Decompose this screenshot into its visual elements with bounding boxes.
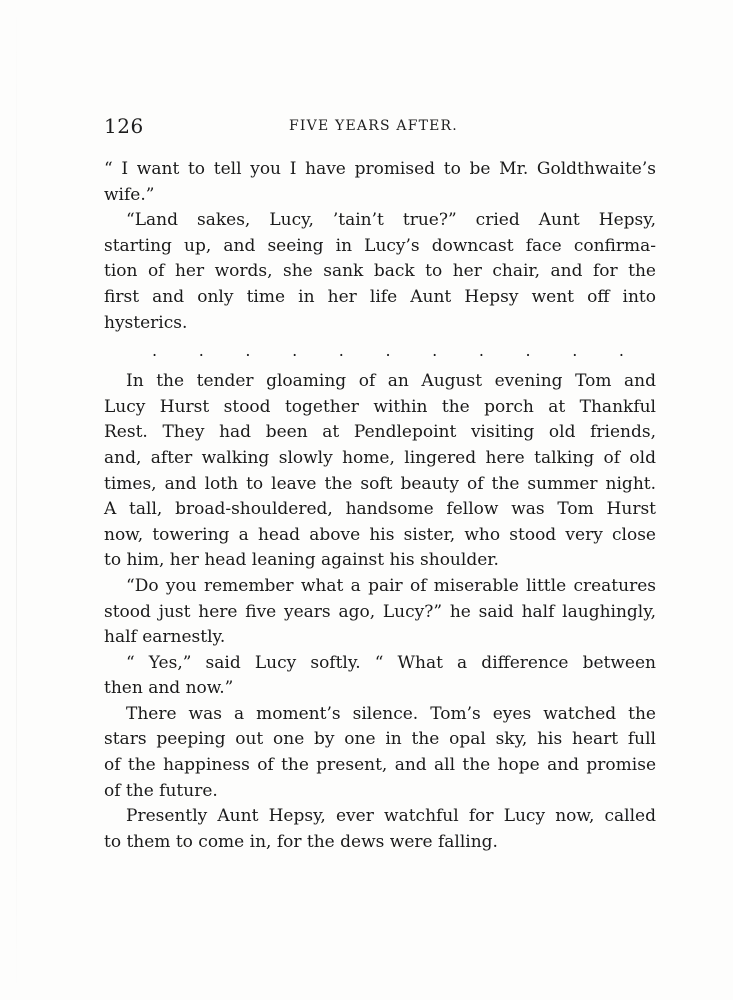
ornament-dot: . xyxy=(198,341,204,361)
ornament-dot: . xyxy=(432,341,438,361)
ornament-dot: . xyxy=(385,341,391,361)
text-line: hysterics. xyxy=(104,312,188,333)
text-line: tion of her words, she sank back to her chair, and for the xyxy=(104,261,656,282)
ornament-dot: . xyxy=(618,341,624,361)
page-edge-shadow xyxy=(16,0,17,1000)
text-line: In the tender gloaming of an August evening Tom and xyxy=(126,371,656,392)
text-line: first and only time in her life Aunt Hepsy went off into xyxy=(104,286,656,307)
paragraph-5 xyxy=(104,651,656,702)
text-line: “ I want to tell you I have promised to be Mr. Goldthwaite’s xyxy=(104,159,656,179)
text-line: to them to come in, for the dews were falling. xyxy=(104,831,498,852)
text-line: “Land sakes, Lucy, ’tain’t true?” cried Aunt Hepsy, xyxy=(126,210,656,231)
ornament-dot: . xyxy=(292,341,298,361)
text-line: and, after walking slowly home, lingered here talking of old xyxy=(104,447,656,468)
paragraph-7 xyxy=(104,804,656,855)
text-line: half earnestly. xyxy=(104,627,226,648)
text-line: of the future. xyxy=(104,780,218,801)
text-line: then and now.” xyxy=(104,678,234,699)
ornament-dot: . xyxy=(478,341,484,361)
text-line: Rest. They had been at Pendlepoint visiting old friends, xyxy=(104,422,656,443)
ornament-dot: . xyxy=(152,341,158,361)
paragraph-4 xyxy=(104,574,656,651)
paragraph-3 xyxy=(104,369,656,574)
text-line: of the happiness of the present, and all the hope and promise xyxy=(104,755,656,776)
ornament-dot: . xyxy=(338,341,344,361)
body-text xyxy=(104,157,656,855)
text-line: to him, her head leaning against his shoulder. xyxy=(104,550,499,571)
paragraph-1 xyxy=(104,157,656,208)
text-line: now, towering a head above his sister, who stood very close xyxy=(104,524,656,545)
text-line: Lucy Hurst stood together within the porch at Thankful xyxy=(104,396,656,417)
text-line: times, and loth to leave the soft beauty of the summer night. xyxy=(104,473,656,494)
text-line: Presently Aunt Hepsy, ever watchful for Lucy now, called xyxy=(126,806,656,827)
text-line: stood just here five years ago, Lucy?” he said half laughingly, xyxy=(104,601,656,622)
ornament-dot: . xyxy=(572,341,578,361)
text-line: There was a moment’s silence. Tom’s eyes watched the xyxy=(126,703,656,724)
text-line: “ Yes,” said Lucy softly. “ What a difference between xyxy=(126,652,656,673)
text-line: A tall, broad-shouldered, handsome fellow was Tom Hurst xyxy=(104,499,656,520)
text-line: stars peeping out one by one in the opal sky, his heart full xyxy=(104,729,656,750)
text-line: wife.” xyxy=(104,184,155,205)
text-line: “Do you remember what a pair of miserable little creatures xyxy=(126,575,656,596)
ornament-dot: . xyxy=(245,341,251,361)
page-number: 126 xyxy=(104,114,144,138)
paragraph-2 xyxy=(104,208,656,336)
paragraph-6 xyxy=(104,702,656,804)
ornament-dot: . xyxy=(525,341,531,361)
running-title: FIVE YEARS AFTER. xyxy=(289,118,458,134)
running-head xyxy=(104,114,656,146)
section-break-dots xyxy=(104,339,656,363)
text-line: starting up, and seeing in Lucy’s downcast face confirma- xyxy=(104,235,656,256)
